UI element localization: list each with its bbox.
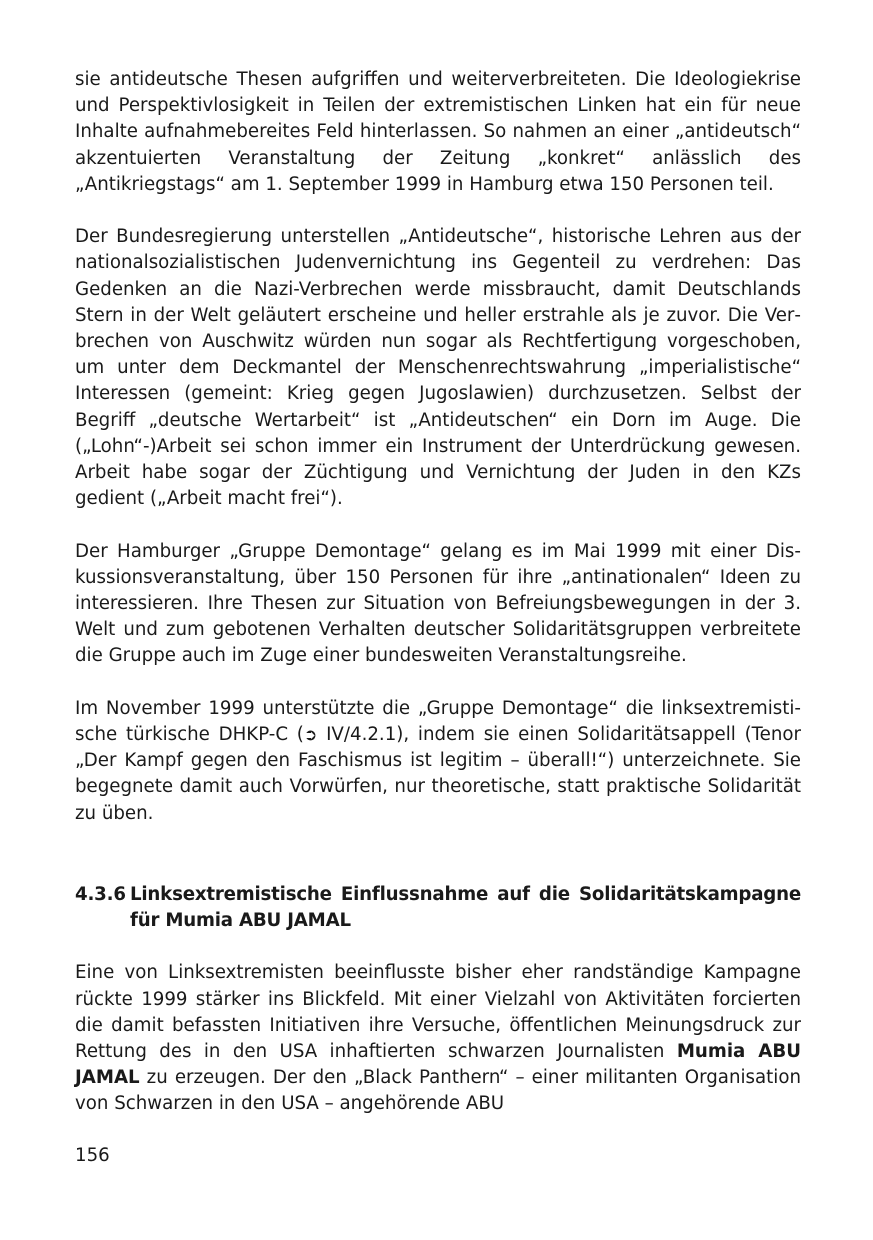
document-body (75, 67, 801, 1118)
section-heading (75, 882, 801, 934)
person-name: Mumia ABU JAMAL (75, 1041, 801, 1089)
paragraph-mumia-kampagne (75, 960, 801, 1117)
paragraph-text: Eine von Linksextremisten beeinflusste bisher eher randständige Kampagne rückte 1999 stärker ins Blickfeld. Mit einer Vielzahl von Aktivitäten forcierten die damit befassten Initiativen ihre Versuche, öffentlichen Meinungsdruck zur Rettung des in den USA inhaftierten schwarzen Journalisten (75, 962, 801, 1063)
section-number: 4.3.6 (75, 883, 126, 905)
paragraph-text: zu erzeugen. Der den „Black Panthern“ – einer militanten Organisation von Schwarzen in den USA – angehörende ABU (75, 1067, 801, 1115)
paragraph-text: , indem sie einen Solidaritätsappell (Tenor „Der Kampf gegen den Faschismus ist legitim – überall!“) unterzeichnete. Sie begegnete damit auch Vorwürfen, nur theoretische, statt praktische Solidarität zu üben. (75, 724, 801, 824)
paragraph-antikriegstag: sie antideutsche Thesen aufgriffen und weiterverbreiteten. Die Ideologiekrise und Perspektivlosigkeit in Teilen der extremistischen Linken hat ein für neue Inhalte aufnahmebereites Feld hinterlassen. So nahmen an einer „antideutsch“ akzentuierten Veranstaltung der Zeitung „konkret“ anlässlich des „Antikriegstags“ am 1. September 1999 in Hamburg etwa 150 Personen teil. (75, 69, 801, 195)
page-number: 156 (75, 1145, 110, 1166)
paragraph-gruppe-demontage-mai: Der Hamburger „Gruppe Demontage“ gelang es im Mai 1999 mit einer Diskussionsveranstaltung, über 150 Personen für ihre „antinationalen“ Ideen zu interessieren. Ihre Thesen zur Situation von Befreiungsbewegungen in der 3. Welt und zum gebotenen Verhalten deutscher Solidaritätsgruppen verbreitete die Gruppe auch im Zuge einer bundesweiten Veranstaltungsreihe. (75, 540, 801, 667)
arrow-right-icon: ➲ (303, 725, 318, 745)
paragraph-bundesregierung: Der Bundesregierung unterstellen „Antideutsche“, historische Lehren aus der nationalsozialistischen Judenvernichtung ins Gegenteil zu verdrehen: Das Gedenken an die Nazi-Verbrechen werde missbraucht, damit Deutschlands Stern in der Welt geläutert erscheine und heller erstrahle als je zuvor. Die Verbrechen von Auschwitz würden nun sogar als Rechtfertigung vorgeschoben, um unter dem Deckmantel der Menschenrechtswahrung „imperialistische“ Interessen (gemeint: Krieg gegen Jugoslawien) durchzusetzen. Selbst der Begriff „deutsche Wertarbeit“ ist „Antideutschen“ ein Dorn im Auge. Die („Lohn“-)Arbeit sei schon immer ein Instrument der Unterdrückung gewesen. Arbeit habe sogar der Züchtigung und Vernichtung der Juden in den KZs gedient („Arbeit macht frei“). (75, 226, 801, 510)
cross-reference-link[interactable]: IV/4.2.1) (317, 724, 404, 746)
paragraph-gruppe-demontage-november (75, 696, 801, 827)
paragraph-text: Im November 1999 unterstützte die „Gruppe Demontage“ die linksextremistische türkische DHKP-C ( (75, 697, 801, 746)
section-title: Linksextremistische Einflussnahme auf die Solidaritätskampagne für Mumia ABU JAMAL (130, 883, 801, 932)
